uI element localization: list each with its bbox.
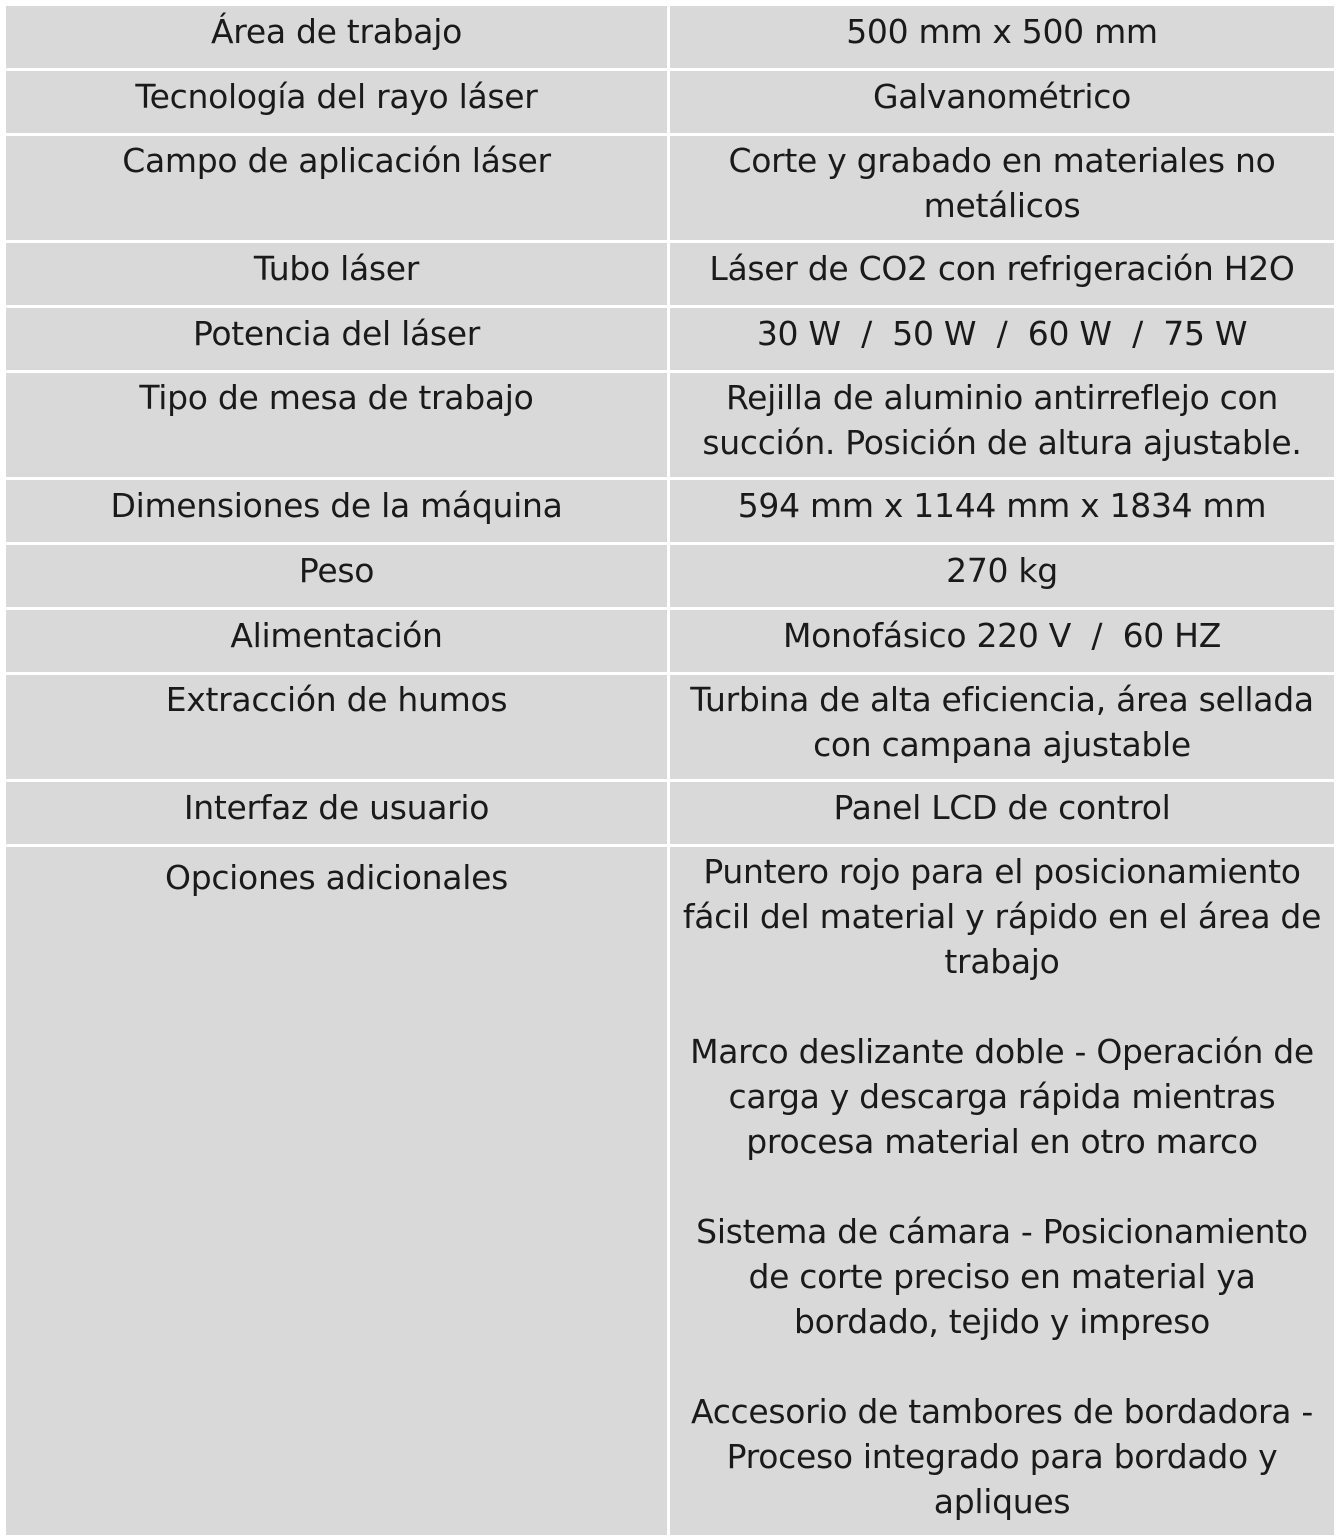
table-row (5, 70, 1336, 135)
spec-value: Corte y grabado en materiales no metálicos (669, 135, 1336, 242)
table-row (5, 781, 1336, 846)
table-row (5, 479, 1336, 544)
spec-value: 270 kg (669, 544, 1336, 609)
spec-value: Rejilla de aluminio antirreflejo con succión. Posición de altura ajustable. (669, 372, 1336, 479)
spec-label: Opciones adicionales (5, 846, 669, 1537)
table-row (5, 242, 1336, 307)
spec-value: Panel LCD de control (669, 781, 1336, 846)
spec-value: Láser de CO2 con refrigeración H2O (669, 242, 1336, 307)
spec-value: Turbina de alta eficiencia, área sellada con campana ajustable (669, 674, 1336, 781)
table-row (5, 135, 1336, 242)
table-row (5, 544, 1336, 609)
spec-label: Campo de aplicación láser (5, 135, 669, 242)
spec-label: Tubo láser (5, 242, 669, 307)
spec-value: 30 W / 50 W / 60 W / 75 W (669, 307, 1336, 372)
spec-value: 500 mm x 500 mm (669, 6, 1336, 70)
spec-label: Área de trabajo (5, 6, 669, 70)
table-row (5, 609, 1336, 674)
spec-value: Monofásico 220 V / 60 HZ (669, 609, 1336, 674)
table-row (5, 674, 1336, 781)
spec-label: Alimentación (5, 609, 669, 674)
spec-value: 594 mm x 1144 mm x 1834 mm (669, 479, 1336, 544)
table-row (5, 307, 1336, 372)
options-list (669, 846, 1336, 1537)
spec-value: Galvanométrico (669, 70, 1336, 135)
table-row (5, 372, 1336, 479)
spec-label: Interfaz de usuario (5, 781, 669, 846)
spec-label: Potencia del láser (5, 307, 669, 372)
spec-label: Tipo de mesa de trabajo (5, 372, 669, 479)
spec-label: Peso (5, 544, 669, 609)
table-row-options (5, 846, 1336, 1537)
spec-label: Tecnología del rayo láser (5, 70, 669, 135)
option-item: Sistema de cámara - Posicionamiento de corte preciso en material ya bordado, tejido y impreso (696, 1212, 1308, 1341)
spec-label: Dimensiones de la máquina (5, 479, 669, 544)
option-item: Puntero rojo para el posicionamiento fácil del material y rápido en el área de trabajo (682, 852, 1322, 981)
table-row (5, 6, 1336, 70)
option-item: Accesorio de tambores de bordadora - Proceso integrado para bordado y apliques (691, 1392, 1313, 1521)
spec-table (3, 6, 1337, 1538)
spec-label: Extracción de humos (5, 674, 669, 781)
option-item: Marco deslizante doble - Operación de carga y descarga rápida mientras procesa material en otro marco (690, 1032, 1314, 1161)
